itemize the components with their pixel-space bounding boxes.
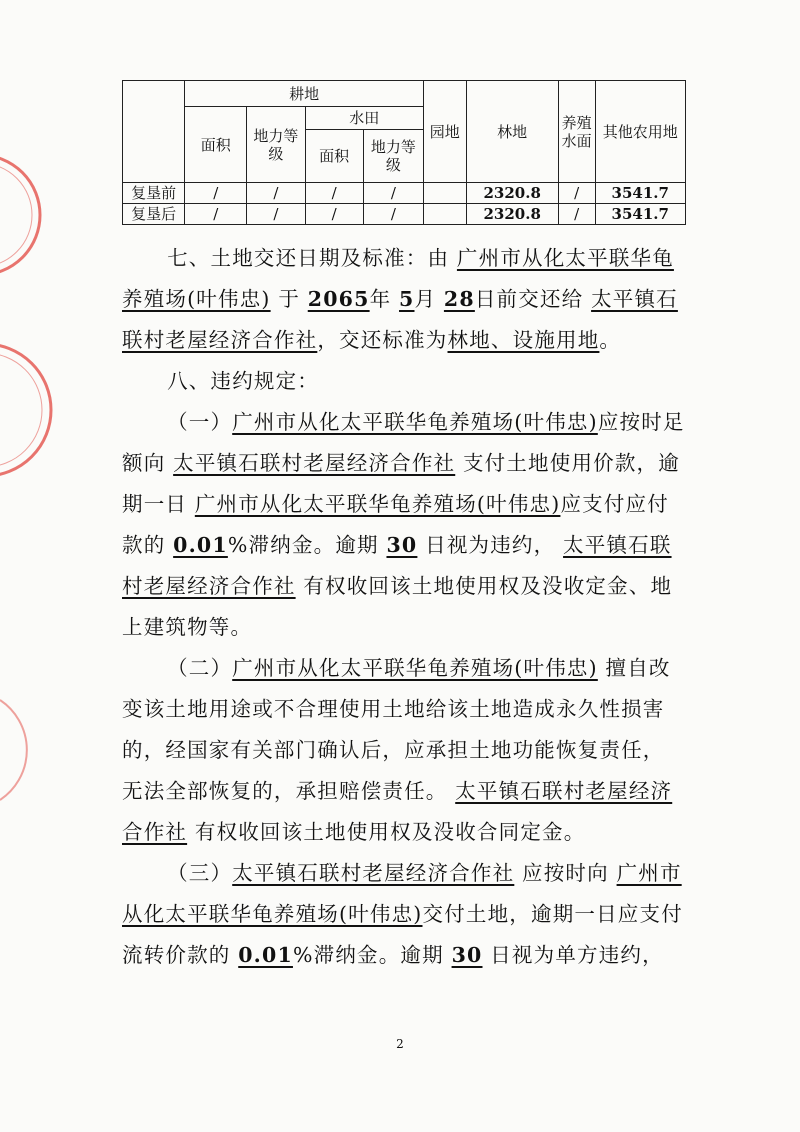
red-seal-middle	[0, 335, 60, 485]
row-label: 复垦前	[123, 183, 185, 204]
land-use-table	[122, 80, 686, 225]
party-b: 太平镇石联村老屋经济合作社	[122, 779, 673, 844]
page-number: 2	[396, 1037, 404, 1051]
contract-body	[122, 238, 686, 976]
return-standard: 林地、设施用地	[447, 328, 600, 352]
section-8-title: 八、违约规定：	[167, 369, 319, 393]
party-b: 太平镇石联村老屋经济合作社	[173, 451, 456, 475]
text: 有权收回该土地使用权及没收合同定金。	[194, 820, 586, 844]
text: 支付土地使用价款，逾期一日	[122, 451, 680, 516]
text: 应支付应付款的	[122, 492, 669, 557]
clause-number: （三）	[167, 861, 233, 885]
party-a: 广州市从化太平联华龟养殖场(叶伟忠)	[232, 410, 598, 434]
row-label: 复垦后	[123, 204, 185, 225]
cell: /	[305, 183, 363, 204]
text: 日视为单方违约，	[490, 943, 664, 967]
table-row	[123, 204, 686, 225]
table-row	[123, 183, 686, 204]
header-mianji: 面积	[185, 107, 247, 183]
text: %滞纳金。逾期	[227, 533, 379, 557]
cell: 2320.8	[466, 204, 558, 225]
header-gengdi: 耕地	[185, 81, 424, 107]
party-a: 广州市从化太平联华龟养殖场(叶伟忠)	[122, 861, 682, 926]
return-day: 28	[443, 287, 475, 311]
return-month: 5	[399, 287, 415, 311]
red-seal-bottom	[0, 690, 30, 810]
text: %滞纳金。逾期	[292, 943, 444, 967]
red-seal-top	[0, 150, 60, 280]
cell: /	[558, 204, 595, 225]
cell: /	[185, 183, 247, 204]
text: 应按时足额向	[122, 410, 685, 475]
late-fee-rate: 0.01	[238, 943, 293, 967]
text: 七、土地交还日期及标准：由	[167, 246, 450, 270]
party-a: 广州市从化太平联华龟养殖场(叶伟忠)	[122, 246, 674, 311]
header-shuitian-mianji: 面积	[305, 130, 363, 183]
overdue-days: 30	[386, 533, 418, 557]
text: 。	[599, 328, 622, 352]
cell: 3541.7	[595, 204, 686, 225]
text: 日视为违约，	[425, 533, 556, 557]
cell: /	[305, 204, 363, 225]
text: 月	[414, 287, 437, 311]
clause-1	[122, 402, 686, 648]
party-b: 太平镇石联村老屋经济合作社	[232, 861, 515, 885]
party-a: 广州市从化太平联华龟养殖场(叶伟忠)	[194, 492, 561, 516]
overdue-days: 30	[451, 943, 483, 967]
cell: 2320.8	[466, 183, 558, 204]
cell	[423, 183, 466, 204]
return-year: 2065	[307, 287, 370, 311]
cell: /	[185, 204, 247, 225]
header-shuitian: 水田	[305, 107, 423, 130]
cell: /	[558, 183, 595, 204]
header-dilidengji: 地力等级	[247, 107, 305, 183]
cell: /	[363, 204, 423, 225]
text: 日前交还给	[474, 287, 584, 311]
section-7	[122, 238, 686, 361]
text: 有权收回该土地使用权及没收定金、地上建筑物等。	[122, 574, 673, 639]
text: 应按时向	[522, 861, 609, 885]
header-shuitian-dilidengji: 地力等级	[363, 130, 423, 183]
clause-number: （二）	[167, 656, 233, 680]
header-qita: 其他农用地	[595, 81, 686, 183]
party-b: 太平镇石联村老屋经济合作社	[122, 533, 672, 598]
cell: /	[247, 204, 305, 225]
text: ，交还标准为	[317, 328, 448, 352]
cell: /	[247, 183, 305, 204]
party-b: 太平镇石联村老屋经济合作社	[122, 287, 678, 352]
header-yuandi: 园地	[423, 81, 466, 183]
header-yangzhi: 养殖水面	[558, 81, 595, 183]
cell: /	[363, 183, 423, 204]
cell	[423, 204, 466, 225]
text: 交付土地，逾期一日应支付流转价款的	[122, 902, 683, 967]
clause-3	[122, 853, 686, 976]
text: 年	[369, 287, 392, 311]
text: 擅自改变该土地用途或不合理使用土地给该土地造成永久性损害的，经国家有关部门确认后，应承担土地功能恢复责任，无法全部恢复的，承担赔偿责任。	[122, 656, 671, 803]
cell: 3541.7	[595, 183, 686, 204]
header-lindi: 林地	[466, 81, 558, 183]
party-a: 广州市从化太平联华龟养殖场(叶伟忠)	[232, 656, 598, 680]
clause-2	[122, 648, 686, 853]
clause-number: （一）	[167, 410, 233, 434]
text: 于	[278, 287, 301, 311]
late-fee-rate: 0.01	[173, 533, 228, 557]
